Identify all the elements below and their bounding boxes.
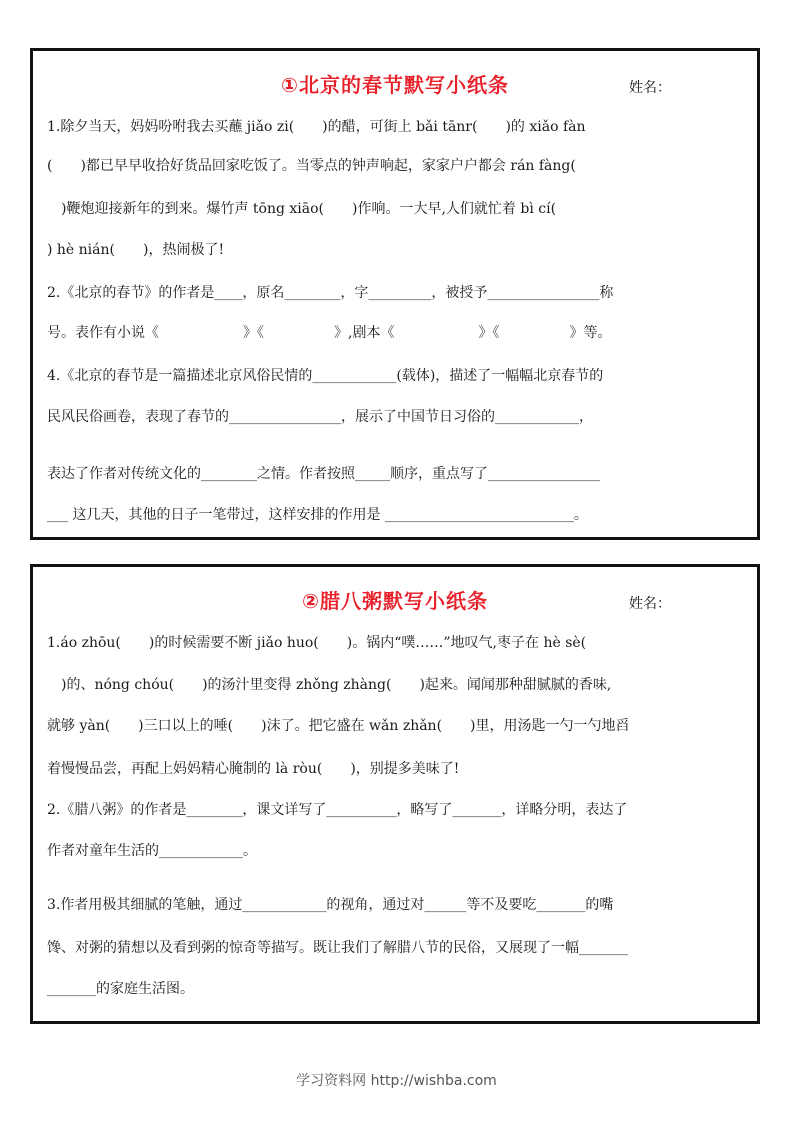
name-label: 姓名： xyxy=(629,596,671,612)
question-line: 2.《腊八粥》的作者是________，课文详写了__________，略写了_______，详略分明，表达了 xyxy=(47,802,628,818)
question-line: 1.áo zhōu( )的时候需要不断 jiǎo huo( )。锅内“噗……”地叹气,枣子在 hè sè( xyxy=(47,635,587,651)
footer-watermark: 学习资料网 http://wishba.com xyxy=(296,1073,497,1089)
question-line: )鞭炮迎接新年的到来。爆竹声 tōng xiāo( )作响。一大早,人们就忙着 bì cí( xyxy=(47,201,557,217)
question-line: 号。表作有小说《 》《 》,剧本《 》《 》等。 xyxy=(47,325,612,341)
card-title: ②腊八粥默写小纸条 xyxy=(302,589,488,613)
question-line: 1.除夕当天，妈妈吩咐我去买蘸 jiǎo zi( )的醋，可街上 bǎi tānr( )的 xiǎo fàn xyxy=(47,119,586,135)
question-line: 馋、对粥的猜想以及看到粥的惊奇等描写。既让我们了解腊八节的民俗，又展现了一幅_______ xyxy=(47,940,628,956)
question-line: 就够 yàn( )三口以上的唾( )沫了。把它盛在 wǎn zhǎn( )里，用汤匙一勺一勺地舀 xyxy=(47,718,630,734)
name-label: 姓名： xyxy=(629,80,671,96)
question-line: _______的家庭生活图。 xyxy=(47,981,194,997)
card-title: ①北京的春节默写小纸条 xyxy=(281,73,509,97)
question-line: 2.《北京的春节》的作者是____，原名________，字_________，被授予________________称 xyxy=(47,285,614,301)
question-line: ( )都已早早收拾好货品回家吃饭了。当零点的钟声响起，家家户户都会 rán fàng( xyxy=(47,158,576,174)
question-line: )的、nóng chóu( )的汤汁里变得 zhǒng zhàng( )起来。闻闻那种甜腻腻的香味, xyxy=(47,677,612,693)
question-line: 着慢慢品尝，再配上妈妈精心腌制的 là ròu( )，别提多美味了! xyxy=(47,761,460,777)
question-line: ___ 这几天，其他的日子一笔带过，这样安排的作用是 ___________________________。 xyxy=(47,507,588,523)
dictation-card-laba-porridge xyxy=(30,564,760,1024)
question-line: 民风民俗画卷，表现了春节的________________，展示了中国节日习俗的____________， xyxy=(47,409,593,425)
question-line: 3.作者用极其细腻的笔触，通过____________的视角，通过对______等不及要吃_______的嘴 xyxy=(47,897,614,913)
question-line: 表达了作者对传统文化的________之情。作者按照_____顺序，重点写了________________ xyxy=(47,466,600,482)
dictation-card-beijing-spring-festival xyxy=(30,48,760,540)
question-line: 作者对童年生活的____________。 xyxy=(47,843,257,859)
question-line: 4.《北京的春节是一篇描述北京风俗民情的____________(载体)，描述了一幅幅北京春节的 xyxy=(47,368,604,384)
question-line: ) hè nián( )，热闹极了! xyxy=(47,242,225,258)
